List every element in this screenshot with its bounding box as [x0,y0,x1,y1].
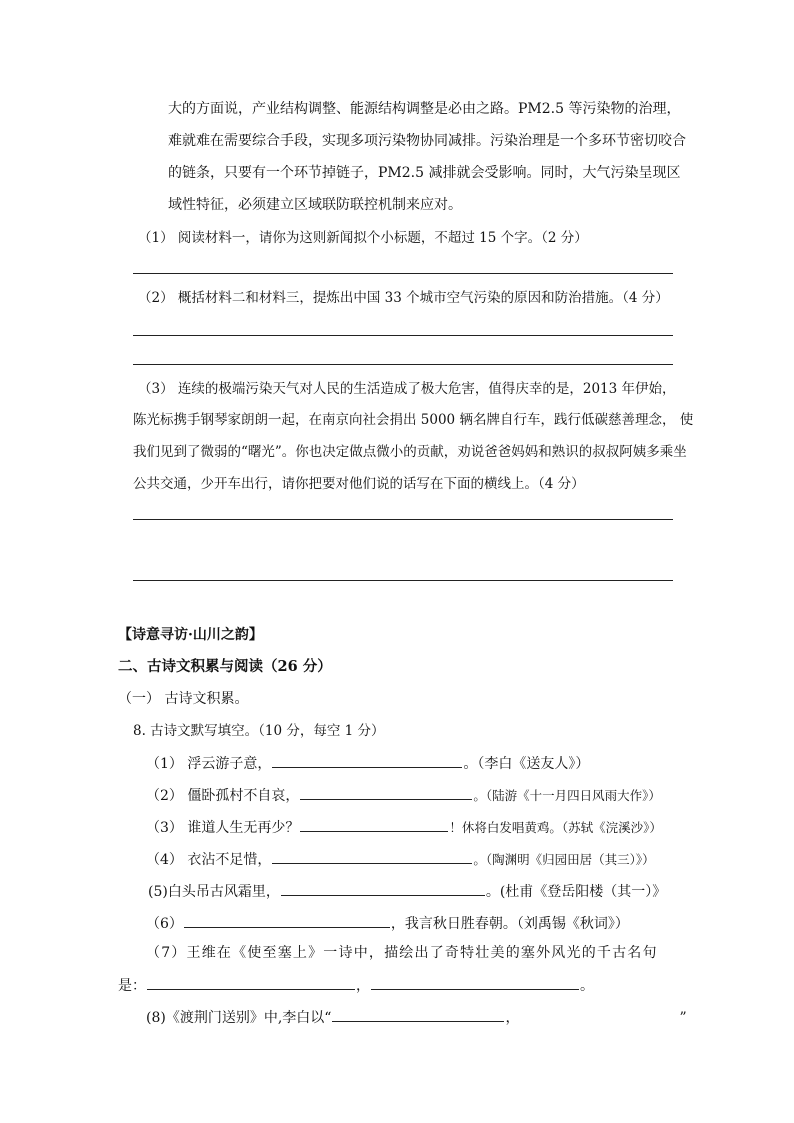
poem-6-blank[interactable] [184,913,390,928]
answer-line-q2-b[interactable] [133,364,673,365]
poem-3-blank[interactable] [300,817,448,832]
subsection-title: （一） 古诗文积累。 [118,691,249,707]
poem-2-suffix: 。（陆游《十一月四日风雨大作》） [473,788,661,803]
poem-1-blank[interactable] [272,753,462,768]
question-8: 8. 古诗文默写填空。（10 分，每空 1 分） [133,723,385,739]
poem-8-suffix: ” [679,1010,687,1026]
question-3-line-3: 我们见到了微弱的“曙光”。你也决定做点微小的贡献，劝说爸爸妈妈和熟识的叔叔阿姨多乘坐 [133,444,687,460]
poem-1-suffix: 。（李白《送友人》） [463,756,590,772]
poem-4-prefix: （4） 衣沾不足惜， [146,852,272,868]
poem-item-3 [146,817,662,838]
poem-item-1 [146,753,589,774]
poem-7-blank-b[interactable] [371,975,579,990]
passage-line-3: 的链条，只要有一个环节掉链子，PM2.5 减排就会受影响。同时，大气污染呈现区 [168,165,681,181]
poem-8-blank-a[interactable] [332,1007,504,1022]
question-2: （2） 概括材料二和材料三，提炼出中国 33 个城市空气污染的原因和防治措施。（4 分） [138,290,669,306]
passage-line-4: 域性特征，必须建立区域联防联控机制来应对。 [168,197,462,213]
poem-7-separator: ， [356,978,370,994]
section-tag: 【诗意寻访·山川之韵】 [118,627,263,643]
poem-2-prefix: （2） 僵卧孤村不自哀， [146,788,300,804]
answer-line-q1[interactable] [133,273,673,274]
poem-4-blank[interactable] [272,849,472,864]
poem-1-prefix: （1） 浮云游子意， [146,756,272,772]
passage-line-2: 难就难在需要综合手段，实现多项污染物协同减排。污染治理是一个多环节密切咬合 [168,133,686,149]
question-3-line-4: 公共交通，少开车出行，请你把要对他们说的话写在下面的横线上。（4 分） [133,476,585,492]
question-1: （1） 阅读材料一，请你为这则新闻拟个小标题，不超过 15 个字。（2 分） [138,230,588,246]
poem-7-prefix: 是： [118,978,146,994]
question-3-line-2: 陈光标携手钢琴家朗朗一起，在南京向社会捐出 5000 辆名牌自行车，践行低碳慈善理念， 使 [133,412,694,428]
poem-item-2 [146,785,661,806]
answer-line-q2-a[interactable] [133,335,673,336]
section-title: 二、古诗文积累与阅读（26 分） [118,658,332,675]
poem-item-6 [146,913,629,934]
poem-4-suffix: 。（陶渊明《归园田居（其三）》） [473,852,655,867]
poem-5-suffix: 。(杜甫《登岳阳楼（其一）》 [485,884,667,900]
poem-item-5 [148,881,666,902]
poem-3-suffix: ！休将白发唱黄鸡。（苏轼《浣溪沙》） [449,820,662,835]
poem-6-prefix: （6） [146,916,183,932]
poem-item-7-line-2 [118,975,594,996]
poem-8-prefix: (8)《渡荆门送别》中,李白以“ [146,1010,332,1026]
answer-line-q3-b[interactable] [133,580,673,581]
passage-line-1: 大的方面说，产业结构调整、能源结构调整是必由之路。PM2.5 等污染物的治理， [168,101,681,117]
poem-6-suffix: ，我言秋日胜春朝。（刘禹锡《秋词》） [390,916,629,932]
poem-8-separator: ， [505,1010,520,1026]
poem-7-suffix: 。 [580,978,594,994]
poem-item-4 [146,849,655,870]
poem-3-prefix: （3） 谁道人生无再少？ [146,820,300,836]
poem-item-7-line-1: （7）王维在《使至塞上》一诗中，描绘出了奇特壮美的塞外风光的千古名句 [146,945,658,961]
answer-line-q3-a[interactable] [133,519,673,520]
poem-2-blank[interactable] [300,785,472,800]
question-3-line-1: （3） 连续的极端污染天气对人民的生活造成了极大危害，值得庆幸的是，2013 年伊始， [138,381,676,397]
poem-5-blank[interactable] [281,881,485,896]
poem-7-blank-a[interactable] [147,975,355,990]
poem-item-8 [146,1007,687,1028]
poem-5-prefix: (5)白头吊古风霜里， [148,884,280,900]
